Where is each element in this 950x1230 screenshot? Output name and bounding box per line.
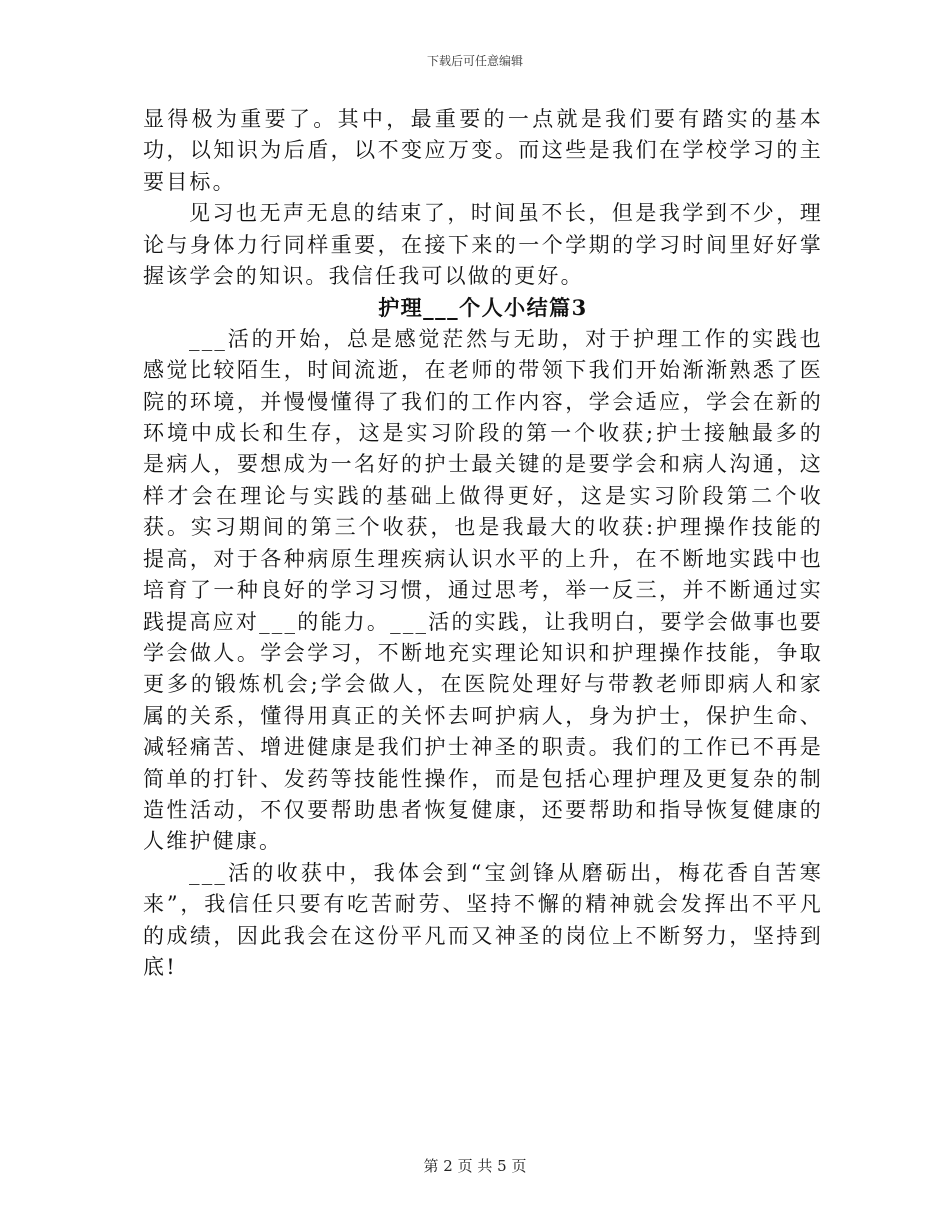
page-number: 第 2 页 共 5 页: [423, 1157, 527, 1175]
paragraph-continuation: 显得极为重要了。其中，最重要的一点就是我们要有踏实的基本功，以知识为后盾，以不变应万变。而这些是我们在学校学习的主要目标。: [143, 107, 823, 194]
section-title: 护理___个人小结篇3: [378, 295, 588, 321]
paragraph-internship-end: 见习也无声无息的结束了，时间虽不长，但是我学到不少，理论与身体力行同样重要，在接下来的一个学期的学习时间里好好掌握该学会的知识。我信任我可以做的更好。: [143, 201, 823, 289]
page-header-note: 下载后可任意编辑: [426, 54, 523, 68]
paragraph-nursing-summary: ___活的开始，总是感觉茫然与无助，对于护理工作的实践也感觉比较陌生，时间流逝，在老师的带领下我们开始渐渐熟悉了医院的环境，并慢慢懂得了我们的工作内容，学会适应，学会在新的环境中成长和生存，这是实习阶段的第一个收获;护士接触最多的是病人，要想成为一名好的护士最关键的是要学会和病人沟通，这样才会在理论与实践的基础上做得更好，这是实习阶段第二个收获。实习期间的第三个收获，也是我最大的收获:护理操作技能的提高，对于各种病原生理疾病认识水平的上升，在不断地实践中也培育了一种良好的学习习惯，通过思考，举一反三，并不断通过实践提高应对___的能力。___活的实践，让我明白，要学会做事也要学会做人。学会学习，不断地充实理论知识和护理操作技能，争取更多的锻炼机会;学会做人，在医院处理好与带教老师即病人和家属的关系，懂得用真正的关怀去呵护病人，身为护士，保护生命、减轻痛苦、增进健康是我们护士神圣的职责。我们的工作已不再是简单的打针、发药等技能性操作，而是包括心理护理及更复杂的制造性活动，不仅要帮助患者恢复健康，还要帮助和指导恢复健康的人维护健康。: [143, 326, 823, 854]
document-body: [143, 104, 823, 983]
paragraph-conclusion: ___活的收获中，我体会到“宝剑锋从磨砺出，梅花香自苦寒来”，我信任只要有吃苦耐劳、坚持不懈的精神就会发挥出不平凡的成绩，因此我会在这份平凡而又神圣的岗位上不断努力，坚持到底!: [143, 860, 823, 979]
